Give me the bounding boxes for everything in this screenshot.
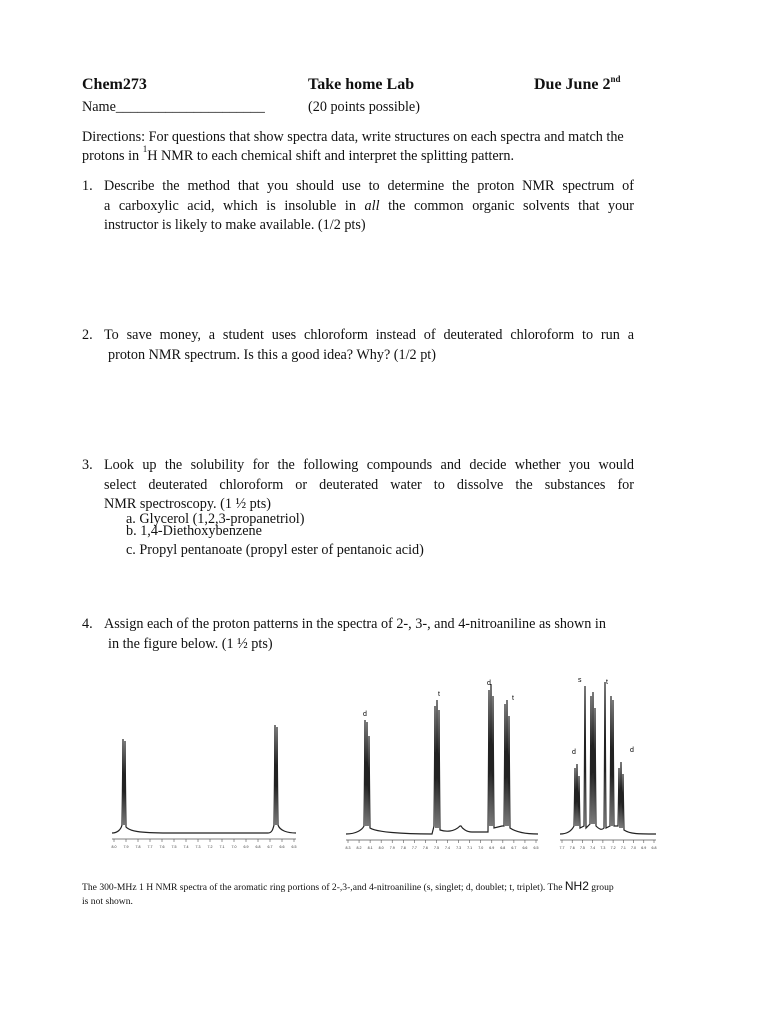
tick-label: 8.3 xyxy=(345,846,351,850)
peak-label: t xyxy=(438,691,440,698)
tick-label: 7.0 xyxy=(478,846,484,850)
directions-line-1: Directions: For questions that show spectra data, write structures on each spectra and match the xyxy=(82,129,624,145)
tick-label: 7.4 xyxy=(590,846,596,850)
tick-label: 7.7 xyxy=(411,846,417,850)
directions-superscript: 1 xyxy=(142,144,148,154)
ppm-ticks xyxy=(346,840,539,850)
q1-line2-pre: a carboxylic acid, which is insoluble in xyxy=(104,198,365,214)
question-text-line xyxy=(104,196,634,216)
q1-line2-emphasis: all xyxy=(364,198,380,214)
tick-label: 6.9 xyxy=(243,845,249,849)
tick-label: 7.4 xyxy=(445,846,451,850)
question-number: 3. xyxy=(82,457,93,473)
question-text-line: select deuterated chloroform or deuterated water to dissolve the substances for xyxy=(104,477,634,493)
tick-label: 7.5 xyxy=(579,846,585,850)
tick-label: 6.9 xyxy=(641,846,647,850)
peak-label: s xyxy=(578,677,582,684)
ppm-ticks xyxy=(560,840,657,850)
tick-label: 7.2 xyxy=(610,846,616,850)
peak-label: t xyxy=(606,679,608,686)
list-item: a. Glycerol (1,2,3-propanetriol) xyxy=(126,511,305,527)
due-date xyxy=(534,76,620,94)
nmr-spectrum-1 xyxy=(108,705,300,855)
list-item: c. Propyl pentanoate (propyl ester of pentanoic acid) xyxy=(126,542,424,558)
caption-nh: NH xyxy=(564,879,583,893)
question-number: 2. xyxy=(82,327,93,343)
tick-label: 7.7 xyxy=(559,846,565,850)
tick-label: 6.8 xyxy=(651,846,657,850)
figure-caption-line-2: is not shown. xyxy=(82,896,133,907)
tick-label: 7.9 xyxy=(123,845,129,849)
caption-subscript: 2 xyxy=(582,879,589,893)
tick-label: 7.8 xyxy=(400,846,406,850)
spectrum-1-plot xyxy=(108,705,300,855)
spectrum-trace xyxy=(112,725,296,833)
tick-label: 6.8 xyxy=(500,846,506,850)
directions-line-2 xyxy=(82,146,514,166)
tick-label: 7.6 xyxy=(422,846,428,850)
caption-text: The 300-MHz 1 H NMR spectra of the aromatic ring portions of 2-,3-,and 4-nitroaniline (s, singlet; d, doublet; t, triplet). The xyxy=(82,882,565,893)
tick-label: 8.0 xyxy=(378,846,384,850)
question-text-line: Assign each of the proton patterns in the spectra of 2-, 3-, and 4-nitroaniline as shown in xyxy=(104,616,606,632)
figure-caption-line-1 xyxy=(82,879,614,895)
tick-label: 7.4 xyxy=(183,845,189,849)
question-text-line: To save money, a student uses chloroform instead of deuterated chloroform to run a xyxy=(104,327,634,343)
tick-label: 7.3 xyxy=(456,846,462,850)
tick-label: 7.3 xyxy=(195,845,201,849)
question-text-line: NMR spectroscopy. (1 ½ pts) xyxy=(104,496,271,512)
spectrum-3-plot xyxy=(558,672,658,852)
tick-label: 8.2 xyxy=(356,846,362,850)
peak-label: t xyxy=(512,695,514,702)
due-date-suffix: nd xyxy=(610,74,621,84)
directions-line-2-post: H NMR to each chemical shift and interpret the splitting pattern. xyxy=(147,148,515,164)
question-number: 1. xyxy=(82,178,93,194)
tick-label: 6.8 xyxy=(255,845,261,849)
due-date-text: Due June 2 xyxy=(534,76,611,93)
tick-label: 8.0 xyxy=(111,845,117,849)
tick-label: 6.9 xyxy=(489,846,495,850)
tick-label: 7.3 xyxy=(600,846,606,850)
tick-label: 7.0 xyxy=(631,846,637,850)
directions-line-2-pre: protons in xyxy=(82,148,143,164)
peak-label: d xyxy=(572,749,576,756)
tick-label: 7.2 xyxy=(207,845,213,849)
tick-label: 7.1 xyxy=(620,846,626,850)
assignment-title: Take home Lab xyxy=(308,76,415,93)
question-text-line: in the figure below. (1 ½ pts) xyxy=(108,636,273,652)
tick-label: 7.9 xyxy=(389,846,395,850)
q1-line2-post: the common organic solvents that your xyxy=(379,198,634,214)
course-code: Chem273 xyxy=(82,76,147,93)
peak-label: d xyxy=(363,711,367,718)
peak-label: d xyxy=(487,680,491,687)
ppm-ticks xyxy=(112,839,297,849)
question-number: 4. xyxy=(82,616,93,632)
tick-label: 6.5 xyxy=(533,846,539,850)
tick-label: 7.6 xyxy=(569,846,575,850)
tick-label: 7.5 xyxy=(171,845,177,849)
points-possible: (20 points possible) xyxy=(308,99,420,115)
tick-label: 6.6 xyxy=(522,846,528,850)
tick-label: 6.5 xyxy=(291,845,297,849)
name-line: Name_____________________ xyxy=(82,99,265,115)
spectrum-trace xyxy=(346,684,538,834)
tick-label: 6.7 xyxy=(267,845,273,849)
spectrum-trace xyxy=(560,682,656,834)
tick-label: 7.0 xyxy=(231,845,237,849)
spectrum-2-plot xyxy=(342,676,542,856)
tick-label: 6.6 xyxy=(279,845,285,849)
tick-label: 7.1 xyxy=(219,845,225,849)
nmr-spectrum-3 xyxy=(558,672,658,852)
caption-text-end: group xyxy=(588,882,614,893)
question-text-line: Look up the solubility for the following compounds and decide whether you would xyxy=(104,457,634,473)
tick-label: 7.8 xyxy=(135,845,141,849)
tick-label: 7.5 xyxy=(433,846,439,850)
tick-label: 7.6 xyxy=(159,845,165,849)
tick-label: 6.7 xyxy=(511,846,517,850)
question-text-line: Describe the method that you should use to determine the proton NMR spectrum of xyxy=(104,178,634,194)
peak-label: d xyxy=(630,747,634,754)
tick-label: 7.1 xyxy=(467,846,473,850)
list-item: b. 1,4-Diethoxybenzene xyxy=(126,523,262,539)
question-text-line: instructor is likely to make available. (1/2 pts) xyxy=(104,217,366,233)
tick-label: 7.7 xyxy=(147,845,153,849)
question-text-line: proton NMR spectrum. Is this a good idea? Why? (1/2 pt) xyxy=(108,347,436,363)
tick-label: 8.1 xyxy=(367,846,373,850)
nmr-spectrum-2 xyxy=(342,676,542,856)
